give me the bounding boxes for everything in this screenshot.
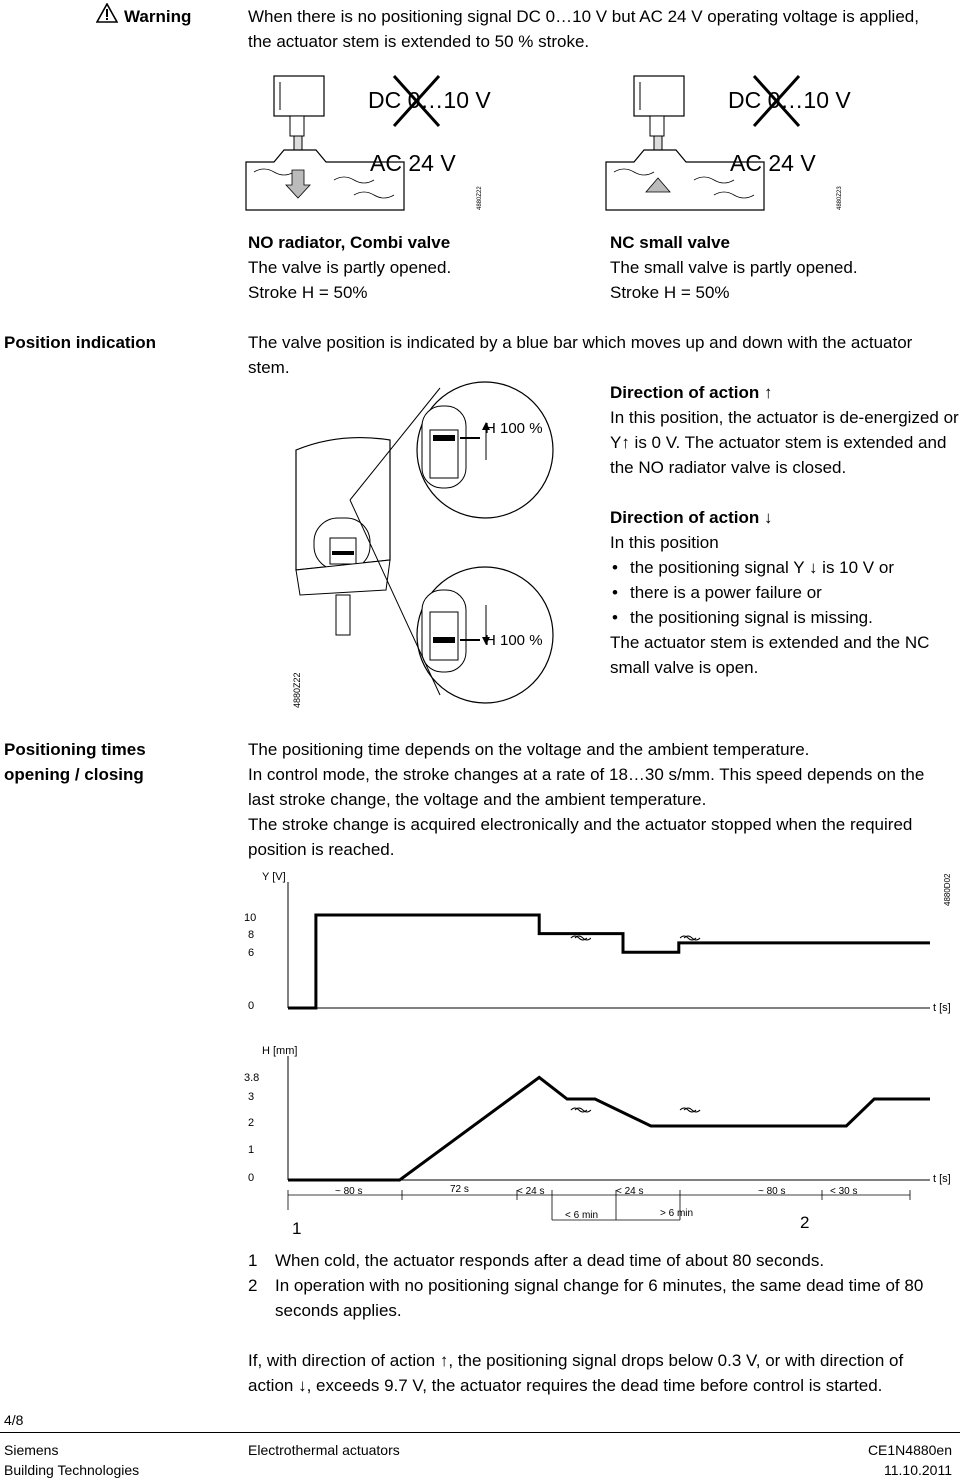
y-tick: 8	[248, 929, 255, 941]
page-number: 4/8	[4, 1412, 24, 1428]
y-tick: 3.8	[244, 1072, 260, 1084]
segment-label: < 30 s	[830, 1186, 858, 1197]
bullet-item: • there is a power failure or	[610, 580, 960, 605]
caption-nc-valve	[610, 230, 858, 305]
y-tick: 0	[248, 1000, 255, 1012]
bullet-icon: •	[612, 583, 618, 602]
ac-voltage-label-1: AC 24 V	[370, 150, 456, 176]
note-text: In operation with no positioning signal change for 6 minutes, the same dead time of 80 seconds applies.	[275, 1276, 924, 1320]
footer-company: Siemens Building Technologies	[4, 1442, 140, 1478]
notes-list	[248, 1248, 948, 1323]
bullet-item: • the positioning signal is missing.	[610, 605, 960, 630]
chart-code: 4880D02	[943, 873, 952, 906]
axis-break-mark	[684, 936, 700, 940]
stroke-label-top: H 100 %	[485, 420, 543, 437]
bullet-icon: •	[612, 558, 618, 577]
caption-line: Stroke H = 50%	[610, 283, 730, 302]
section-label-position: Position indication	[4, 333, 157, 352]
caption-title: NC small valve	[610, 233, 731, 252]
timing-paragraph: In control mode, the stroke changes at a rate of 18…30 s/mm. This speed depends on the last stroke change, the voltage and the ambient temperature.	[248, 765, 925, 809]
marker-1: 1	[292, 1219, 302, 1238]
timing-paragraph: The positioning time depends on the voltage and the ambient temperature.	[248, 740, 810, 759]
position-intro: The valve position is indicated by a blue bar which moves up and down with the actuator stem.	[248, 333, 913, 377]
y-tick: 10	[244, 912, 257, 924]
axis-break-mark	[575, 936, 591, 940]
segment-label: > 6 min	[660, 1208, 694, 1219]
segment-label: < 6 min	[565, 1210, 599, 1221]
note-item	[248, 1273, 948, 1323]
segment-label: ~ 80 s	[758, 1186, 786, 1197]
direction-up-block	[610, 380, 960, 480]
dc-signal-label-1: DC 0…10 V	[368, 87, 491, 113]
actuator-position-figure	[290, 380, 600, 720]
figure-code: 4880Z22	[477, 186, 483, 210]
y-tick: 2	[248, 1117, 255, 1129]
axis-breaks	[571, 1108, 700, 1112]
warning-icon	[96, 3, 118, 28]
caption-no-valve	[248, 230, 451, 305]
warning-text: When there is no positioning signal DC 0…10 V but AC 24 V operating voltage is applied, the actuator stem is extended to 50 % stroke.	[248, 7, 919, 51]
direction-down-title: Direction of action ↓	[610, 508, 773, 527]
axis-break-mark	[684, 1108, 700, 1112]
y-tick: 6	[248, 947, 255, 959]
chart-stroke	[230, 1040, 960, 1245]
section-label-timing: Positioning times opening / closing	[4, 740, 146, 784]
timing-paragraph: The stroke change is acquired electronically and the actuator stopped when the required position is reached.	[248, 815, 913, 859]
axis-breaks	[571, 936, 700, 940]
caption-line: The small valve is partly opened.	[610, 258, 858, 277]
y-tick: 0	[248, 1172, 255, 1184]
caption-line: Stroke H = 50%	[248, 283, 368, 302]
note-item	[248, 1248, 948, 1273]
footer-doc-info: CE1N4880en 11.10.2011	[867, 1442, 952, 1478]
segment-label: < 24 s	[517, 1186, 545, 1197]
figure-code: 4880Z23	[837, 186, 843, 210]
note-text: When cold, the actuator responds after a dead time of about 80 seconds.	[275, 1251, 825, 1270]
note-number: 1	[248, 1251, 258, 1270]
marker-2: 2	[800, 1213, 810, 1232]
axis-break-mark	[575, 1108, 591, 1112]
caption-line: The valve is partly opened.	[248, 258, 452, 277]
warning-label: Warning	[124, 7, 192, 26]
segment-label: 72 s	[450, 1184, 469, 1195]
chart-signal	[230, 866, 960, 1031]
bullet-item: • the positioning signal Y ↓ is 10 V or	[610, 555, 960, 580]
direction-down-intro: In this position	[610, 533, 719, 552]
direction-up-title: Direction of action ↑	[610, 383, 773, 402]
final-paragraph: If, with direction of action ↑, the positioning signal drops below 0.3 V, or with direction of action ↓, exceeds 9.7 V, the actuator requires the dead time before control is started.	[248, 1351, 904, 1395]
x-axis-label: t [s]	[933, 1173, 951, 1185]
direction-down-outro: The actuator stem is extended and the NC small valve is open.	[610, 633, 930, 677]
y-axis-label: H [mm]	[262, 1045, 298, 1057]
footer-divider	[0, 1432, 960, 1433]
segment-label: ~ 80 s	[335, 1186, 363, 1197]
footer-doc-title: Electrothermal actuators	[248, 1442, 400, 1458]
direction-down-block	[610, 505, 960, 680]
y-axis-label: Y [V]	[262, 871, 286, 883]
ac-voltage-label-2: AC 24 V	[730, 150, 816, 176]
stroke-series-line	[288, 1077, 930, 1180]
direction-up-body: In this position, the actuator is de-energized or Y↑ is 0 V. The actuator stem is extended and the NO radiator valve is closed.	[610, 408, 959, 477]
bullet-icon: •	[612, 608, 618, 627]
figure-code: 4880Z22	[292, 672, 302, 708]
segment-label: < 24 s	[616, 1186, 644, 1197]
stroke-label-bottom: H 100 %	[485, 632, 543, 649]
x-axis-label: t [s]	[933, 1002, 951, 1014]
signal-series-line	[288, 915, 930, 1008]
caption-title: NO radiator, Combi valve	[248, 233, 451, 252]
y-tick: 1	[248, 1144, 255, 1156]
timing-text	[248, 737, 948, 862]
dc-signal-label-2: DC 0…10 V	[728, 87, 851, 113]
y-tick: 3	[248, 1091, 255, 1103]
note-number: 2	[248, 1276, 258, 1295]
